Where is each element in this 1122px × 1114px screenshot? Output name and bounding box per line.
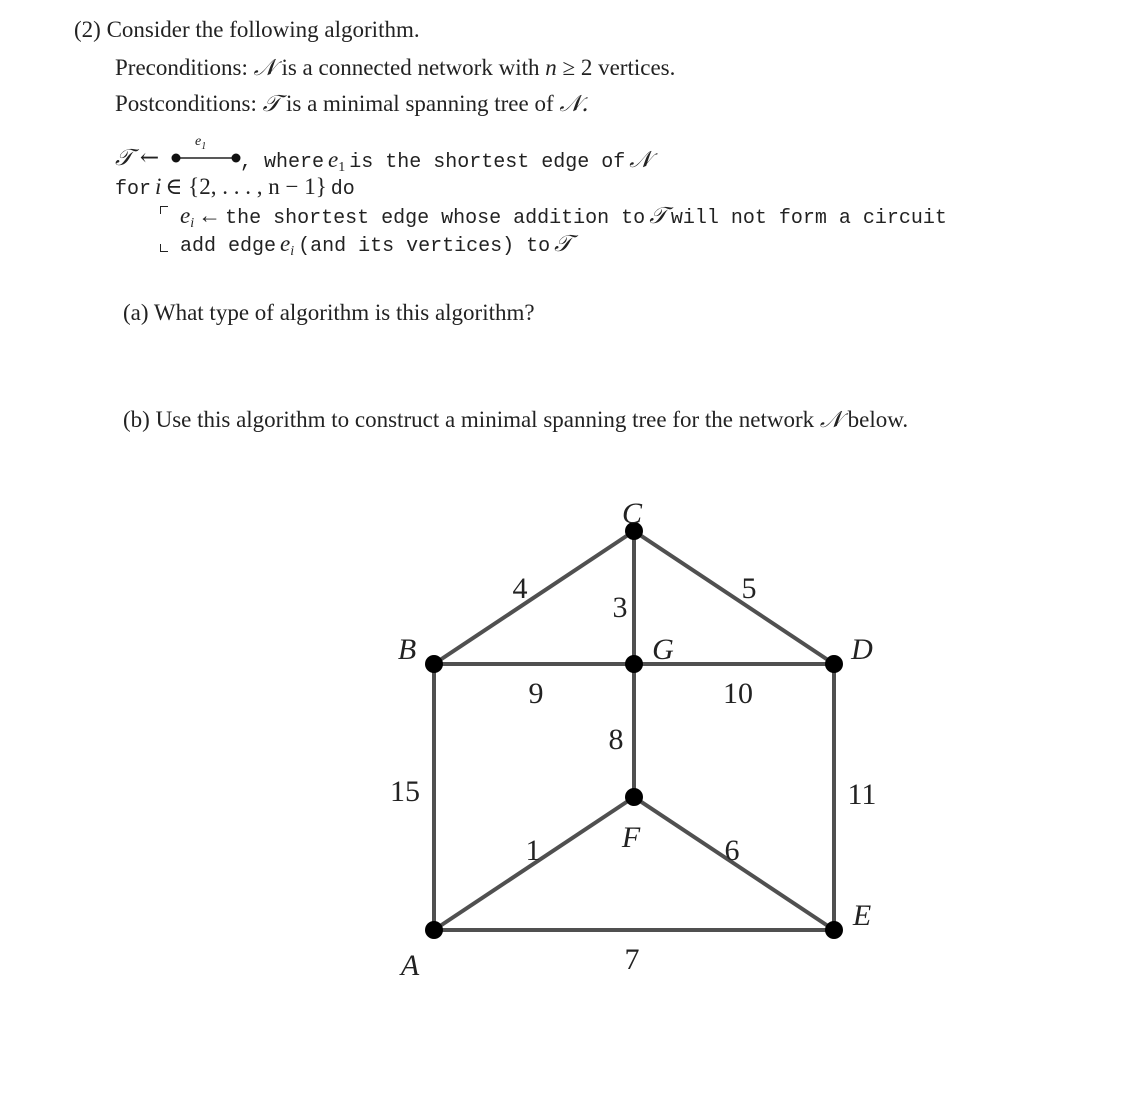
algo-line-3-tree: 𝒯: [649, 203, 667, 229]
algo-e1: e: [328, 147, 339, 172]
algo-do: do: [330, 178, 355, 201]
question-b-text-2: below.: [847, 407, 909, 432]
edge-weight-F-E: 6: [724, 833, 740, 867]
pre-text-2: vertices.: [598, 55, 676, 80]
algo-i: i: [155, 174, 162, 199]
algo-tree-assign: 𝒯 ←: [115, 145, 160, 171]
pre-label: Preconditions:: [115, 55, 248, 80]
problem-number: (2): [74, 17, 101, 42]
pre-ge: ≥ 2: [562, 55, 593, 80]
edge-weight-B-A: 15: [390, 774, 420, 808]
vertex-B: [425, 655, 443, 673]
edge-weight-B-C: 4: [512, 571, 528, 605]
vertex-A: [425, 921, 443, 939]
algo-edge-label-e: e: [195, 134, 202, 149]
vertex-F: [625, 788, 643, 806]
algo-ei-sub: i: [190, 216, 195, 232]
algo-line-3-text: the shortest edge whose addition to: [225, 207, 646, 230]
edge-weight-C-G: 3: [612, 590, 628, 624]
pre-network-symbol: 𝒩: [253, 55, 276, 81]
algo-line-3-rest: will not form a circuit: [670, 207, 947, 230]
pre-n: n: [545, 55, 557, 80]
algo-edge-label-sub: 1: [201, 140, 207, 152]
edge-weight-G-D: 10: [723, 676, 753, 710]
algo-line-4-tree: 𝒯: [554, 231, 572, 257]
edge-weight-B-G: 9: [528, 676, 544, 710]
post-label: Postconditions:: [115, 91, 257, 116]
edge-weight-G-F: 8: [608, 722, 624, 756]
question-b-text: Use this algorithm to construct a minimal spanning tree for the network: [155, 407, 815, 432]
algo-e1-sub: 1: [338, 160, 346, 176]
post-tree-symbol: 𝒯: [262, 91, 281, 117]
algo-line-1-text: is the shortest edge of: [349, 151, 626, 174]
algo-where: , where: [240, 151, 325, 174]
edge-weight-A-E: 7: [624, 942, 640, 976]
vertex-label-G: G: [652, 632, 674, 666]
question-a-text: What type of algorithm is this algorithm?: [153, 300, 535, 325]
problem-intro: Consider the following algorithm.: [106, 17, 420, 42]
edge-weight-A-F: 1: [525, 833, 541, 867]
vertex-label-B: B: [397, 632, 417, 666]
vertex-label-E: E: [852, 898, 872, 932]
question-b-label: (b): [123, 407, 150, 432]
vertex-label-A: A: [400, 948, 420, 982]
algo-line-4-e: e: [280, 231, 291, 256]
pre-text-1: is a connected network with: [281, 55, 540, 80]
vertex-G: [625, 655, 643, 673]
algo-line-4-text: add edge: [180, 235, 277, 258]
post-text: is a minimal spanning tree of: [285, 91, 554, 116]
algo-for: for: [115, 178, 152, 201]
algo-ei: e: [180, 203, 191, 228]
vertex-label-F: F: [621, 820, 641, 854]
edge-weight-C-D: 5: [741, 571, 757, 605]
edge-B-C: [434, 531, 634, 664]
vertex-D: [825, 655, 843, 673]
question-b-network: 𝒩: [819, 407, 842, 433]
vertex-E: [825, 921, 843, 939]
question-a-label: (a): [123, 300, 149, 325]
edge-weight-D-E: 11: [847, 777, 877, 811]
vertex-label-C: C: [621, 496, 643, 530]
algo-set: ∈ {2, . . . , n − 1}: [165, 174, 327, 199]
algo-arrow: ←: [198, 203, 222, 228]
algo-network-symbol: 𝒩: [629, 147, 652, 173]
vertex-label-D: D: [851, 632, 873, 666]
algo-line-4-sub: i: [290, 244, 295, 260]
post-network-symbol: 𝒩.: [559, 91, 589, 117]
algo-line-4-rest: (and its vertices) to: [298, 235, 551, 258]
